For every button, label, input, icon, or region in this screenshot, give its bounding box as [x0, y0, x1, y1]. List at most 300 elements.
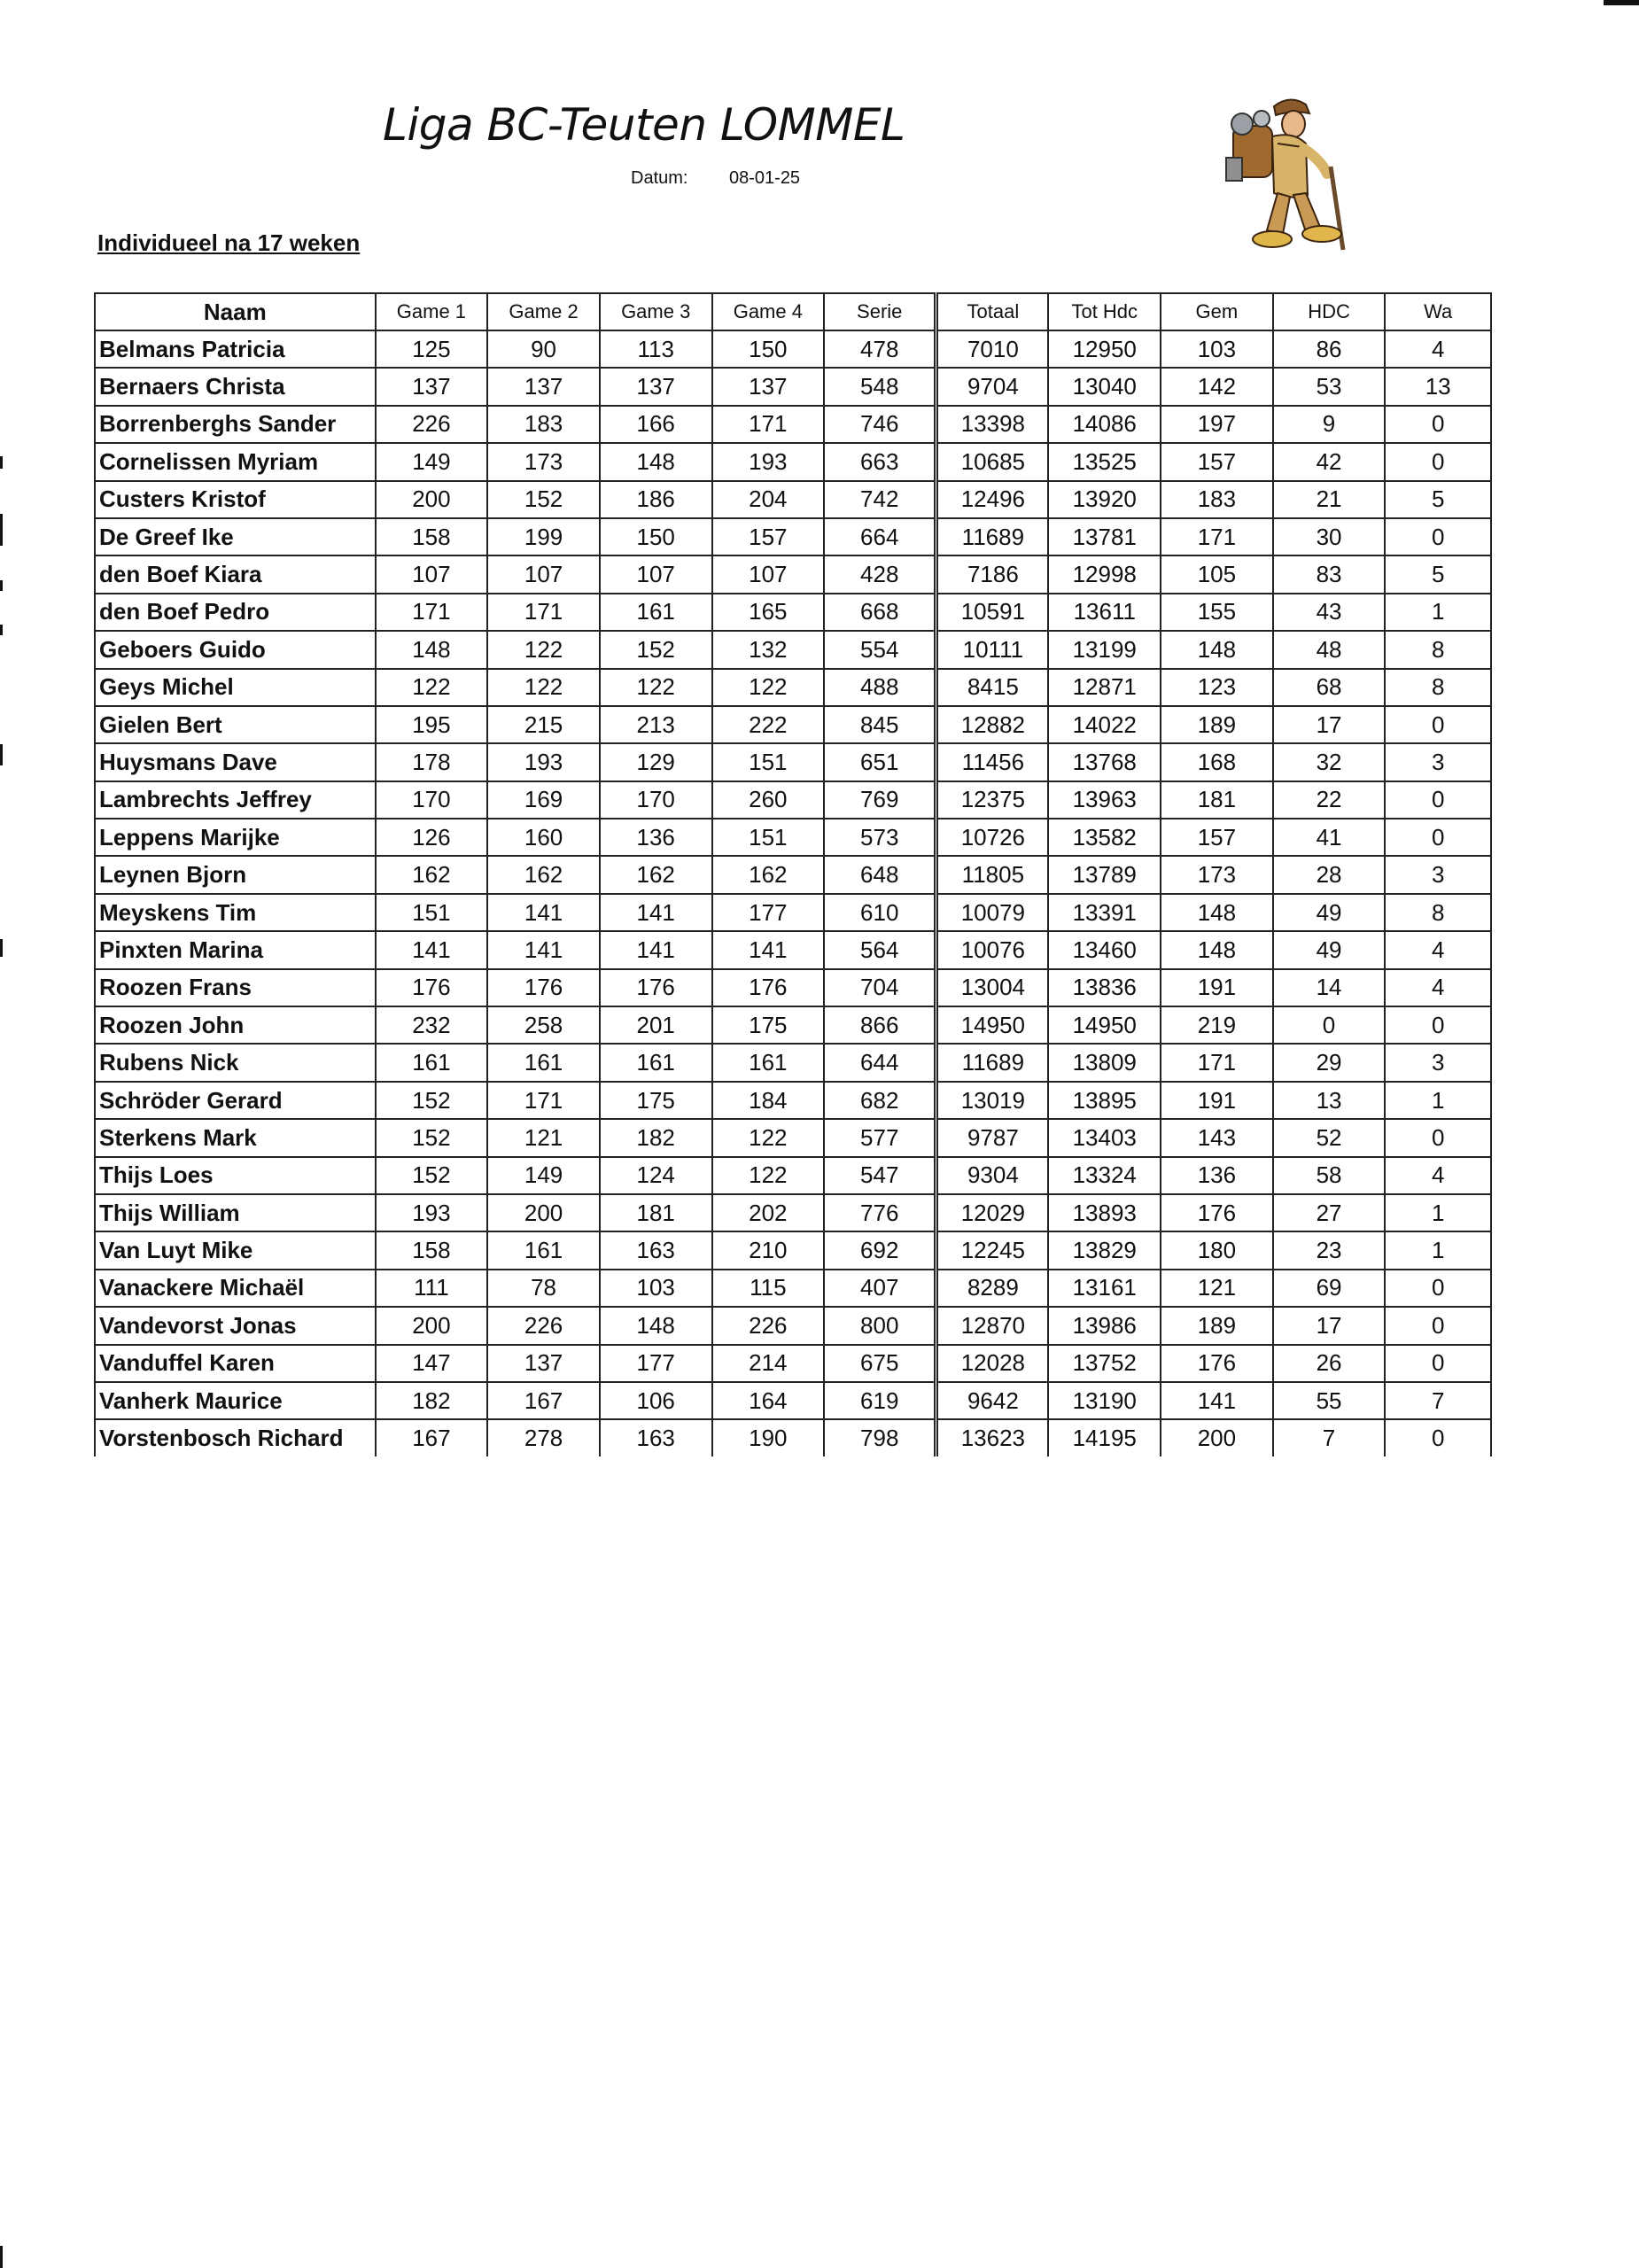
score-cell: 141	[487, 894, 600, 931]
score-cell: 149	[487, 1157, 600, 1194]
page-title: Liga BC-Teuten LOMMEL	[383, 99, 905, 151]
score-cell: 136	[600, 819, 712, 856]
score-cell: 151	[712, 819, 825, 856]
score-cell: 7	[1273, 1419, 1386, 1456]
score-cell: 193	[487, 743, 600, 781]
score-cell: 13895	[1048, 1082, 1161, 1119]
score-cell: 30	[1273, 518, 1386, 555]
player-name-cell: Vanduffel Karen	[95, 1345, 376, 1382]
score-cell: 171	[487, 1082, 600, 1119]
score-cell: 167	[376, 1419, 488, 1456]
score-cell: 200	[1161, 1419, 1273, 1456]
score-cell: 182	[600, 1119, 712, 1156]
column-header: Totaal	[936, 293, 1049, 330]
score-cell: 210	[712, 1231, 825, 1269]
score-cell: 10726	[936, 819, 1049, 856]
hiker-mascot-logo	[1198, 82, 1355, 268]
player-name-cell: Sterkens Mark	[95, 1119, 376, 1156]
score-cell: 13920	[1048, 481, 1161, 518]
score-cell: 161	[600, 1044, 712, 1081]
score-cell: 55	[1273, 1382, 1386, 1419]
score-cell: 13829	[1048, 1231, 1161, 1269]
page-subtitle: Individueel na 17 weken	[97, 229, 361, 256]
score-cell: 13	[1385, 368, 1491, 405]
score-cell: 11805	[936, 856, 1049, 893]
score-cell: 13893	[1048, 1194, 1161, 1231]
score-cell: 0	[1385, 706, 1491, 743]
score-cell: 11456	[936, 743, 1049, 781]
score-cell: 226	[376, 406, 488, 443]
score-cell: 86	[1273, 330, 1386, 368]
score-cell: 14950	[1048, 1006, 1161, 1044]
score-cell: 0	[1385, 819, 1491, 856]
score-cell: 143	[1161, 1119, 1273, 1156]
score-cell: 14	[1273, 969, 1386, 1006]
table-row	[95, 368, 1491, 405]
score-cell: 200	[376, 1307, 488, 1344]
score-cell: 90	[487, 330, 600, 368]
score-cell: 776	[824, 1194, 936, 1231]
player-name-cell: Borrenberghs Sander	[95, 406, 376, 443]
score-cell: 10685	[936, 443, 1049, 480]
player-name-cell: den Boef Pedro	[95, 594, 376, 631]
score-cell: 651	[824, 743, 936, 781]
score-cell: 183	[487, 406, 600, 443]
table-row	[95, 330, 1491, 368]
column-header: Naam	[95, 293, 376, 330]
score-cell: 644	[824, 1044, 936, 1081]
table-row	[95, 1044, 1491, 1081]
score-cell: 692	[824, 1231, 936, 1269]
score-cell: 13019	[936, 1082, 1049, 1119]
score-cell: 9787	[936, 1119, 1049, 1156]
score-cell: 742	[824, 481, 936, 518]
score-cell: 11689	[936, 1044, 1049, 1081]
score-cell: 215	[487, 706, 600, 743]
score-cell: 161	[376, 1044, 488, 1081]
score-cell: 663	[824, 443, 936, 480]
score-cell: 13190	[1048, 1382, 1161, 1419]
score-cell: 3	[1385, 856, 1491, 893]
score-cell: 1	[1385, 1194, 1491, 1231]
score-cell: 151	[712, 743, 825, 781]
table-row	[95, 1345, 1491, 1382]
score-cell: 189	[1161, 1307, 1273, 1344]
score-cell: 121	[487, 1119, 600, 1156]
score-cell: 152	[376, 1119, 488, 1156]
scan-edge-mark	[0, 2246, 3, 2268]
score-cell: 151	[376, 894, 488, 931]
score-cell: 106	[600, 1382, 712, 1419]
score-cell: 137	[376, 368, 488, 405]
score-cell: 12028	[936, 1345, 1049, 1382]
score-cell: 157	[712, 518, 825, 555]
table-row	[95, 1382, 1491, 1419]
score-cell: 107	[600, 555, 712, 593]
player-name-cell: Leppens Marijke	[95, 819, 376, 856]
table-row	[95, 743, 1491, 781]
score-cell: 428	[824, 555, 936, 593]
score-cell: 155	[1161, 594, 1273, 631]
score-cell: 4	[1385, 931, 1491, 968]
score-cell: 258	[487, 1006, 600, 1044]
score-cell: 123	[1161, 669, 1273, 706]
score-cell: 195	[376, 706, 488, 743]
score-cell: 8415	[936, 669, 1049, 706]
score-cell: 800	[824, 1307, 936, 1344]
score-cell: 148	[1161, 894, 1273, 931]
table-row	[95, 1006, 1491, 1044]
score-cell: 122	[376, 669, 488, 706]
score-cell: 148	[600, 1307, 712, 1344]
score-cell: 169	[487, 781, 600, 819]
score-cell: 168	[1161, 743, 1273, 781]
score-cell: 122	[487, 631, 600, 668]
score-cell: 141	[1161, 1382, 1273, 1419]
score-cell: 13391	[1048, 894, 1161, 931]
score-cell: 141	[600, 894, 712, 931]
score-cell: 161	[712, 1044, 825, 1081]
score-cell: 161	[487, 1044, 600, 1081]
score-cell: 126	[376, 819, 488, 856]
score-cell: 173	[487, 443, 600, 480]
score-cell: 9	[1273, 406, 1386, 443]
column-header: Game 3	[600, 293, 712, 330]
score-cell: 201	[600, 1006, 712, 1044]
score-cell: 222	[712, 706, 825, 743]
score-cell: 4	[1385, 969, 1491, 1006]
player-name-cell: Schröder Gerard	[95, 1082, 376, 1119]
score-cell: 12496	[936, 481, 1049, 518]
score-cell: 12029	[936, 1194, 1049, 1231]
table-header-row	[95, 293, 1491, 330]
score-cell: 12950	[1048, 330, 1161, 368]
scan-edge-mark	[0, 744, 3, 765]
score-cell: 176	[600, 969, 712, 1006]
score-cell: 107	[376, 555, 488, 593]
score-cell: 162	[600, 856, 712, 893]
score-cell: 5	[1385, 481, 1491, 518]
player-name-cell: Roozen John	[95, 1006, 376, 1044]
score-cell: 5	[1385, 555, 1491, 593]
score-cell: 171	[712, 406, 825, 443]
score-cell: 176	[712, 969, 825, 1006]
score-cell: 407	[824, 1270, 936, 1307]
player-name-cell: Thijs Loes	[95, 1157, 376, 1194]
score-cell: 26	[1273, 1345, 1386, 1382]
score-cell: 122	[487, 669, 600, 706]
score-cell: 13752	[1048, 1345, 1161, 1382]
score-cell: 13582	[1048, 819, 1161, 856]
scan-edge-mark	[1604, 0, 1639, 5]
score-cell: 148	[376, 631, 488, 668]
scan-edge-mark	[0, 625, 3, 635]
score-cell: 170	[376, 781, 488, 819]
score-cell: 21	[1273, 481, 1386, 518]
table-row	[95, 1231, 1491, 1269]
score-cell: 13836	[1048, 969, 1161, 1006]
score-cell: 573	[824, 819, 936, 856]
player-name-cell: Vorstenbosch Richard	[95, 1419, 376, 1456]
score-cell: 0	[1385, 781, 1491, 819]
score-cell: 164	[712, 1382, 825, 1419]
score-cell: 197	[1161, 406, 1273, 443]
score-cell: 13040	[1048, 368, 1161, 405]
score-cell: 137	[712, 368, 825, 405]
score-cell: 14086	[1048, 406, 1161, 443]
score-cell: 161	[487, 1231, 600, 1269]
score-cell: 53	[1273, 368, 1386, 405]
score-cell: 548	[824, 368, 936, 405]
score-cell: 226	[712, 1307, 825, 1344]
score-cell: 152	[487, 481, 600, 518]
score-cell: 13809	[1048, 1044, 1161, 1081]
score-cell: 13004	[936, 969, 1049, 1006]
score-cell: 4	[1385, 1157, 1491, 1194]
column-header: Serie	[824, 293, 936, 330]
score-cell: 682	[824, 1082, 936, 1119]
score-cell: 115	[712, 1270, 825, 1307]
score-cell: 13161	[1048, 1270, 1161, 1307]
score-cell: 171	[487, 594, 600, 631]
player-name-cell: Custers Kristof	[95, 481, 376, 518]
player-name-cell: Meyskens Tim	[95, 894, 376, 931]
score-cell: 28	[1273, 856, 1386, 893]
score-cell: 163	[600, 1419, 712, 1456]
column-header: HDC	[1273, 293, 1386, 330]
score-cell: 7	[1385, 1382, 1491, 1419]
score-cell: 171	[1161, 518, 1273, 555]
score-cell: 610	[824, 894, 936, 931]
score-cell: 29	[1273, 1044, 1386, 1081]
score-cell: 83	[1273, 555, 1386, 593]
score-cell: 113	[600, 330, 712, 368]
score-cell: 178	[376, 743, 488, 781]
column-header: Wa	[1385, 293, 1491, 330]
score-cell: 577	[824, 1119, 936, 1156]
score-cell: 150	[712, 330, 825, 368]
score-cell: 137	[487, 1345, 600, 1382]
score-cell: 150	[600, 518, 712, 555]
score-cell: 8	[1385, 631, 1491, 668]
score-cell: 9304	[936, 1157, 1049, 1194]
score-cell: 13398	[936, 406, 1049, 443]
score-cell: 12245	[936, 1231, 1049, 1269]
date-value: 08-01-25	[729, 168, 801, 188]
score-cell: 1	[1385, 1082, 1491, 1119]
score-cell: 142	[1161, 368, 1273, 405]
score-cell: 103	[1161, 330, 1273, 368]
score-cell: 171	[376, 594, 488, 631]
score-cell: 186	[600, 481, 712, 518]
score-cell: 0	[1385, 1270, 1491, 1307]
table-row	[95, 706, 1491, 743]
column-header: Game 2	[487, 293, 600, 330]
score-cell: 13199	[1048, 631, 1161, 668]
score-cell: 13623	[936, 1419, 1049, 1456]
score-cell: 10111	[936, 631, 1049, 668]
score-cell: 12998	[1048, 555, 1161, 593]
player-name-cell: Vanackere Michaël	[95, 1270, 376, 1307]
column-header: Game 4	[712, 293, 825, 330]
score-cell: 171	[1161, 1044, 1273, 1081]
player-name-cell: Vanherk Maurice	[95, 1382, 376, 1419]
player-name-cell: Lambrechts Jeffrey	[95, 781, 376, 819]
score-cell: 43	[1273, 594, 1386, 631]
score-cell: 124	[600, 1157, 712, 1194]
score-cell: 182	[376, 1382, 488, 1419]
score-cell: 162	[376, 856, 488, 893]
score-cell: 141	[376, 931, 488, 968]
score-cell: 183	[1161, 481, 1273, 518]
table-row	[95, 819, 1491, 856]
score-cell: 152	[600, 631, 712, 668]
table-row	[95, 481, 1491, 518]
score-cell: 214	[712, 1345, 825, 1382]
score-cell: 121	[1161, 1270, 1273, 1307]
score-cell: 3	[1385, 1044, 1491, 1081]
score-cell: 845	[824, 706, 936, 743]
score-cell: 13324	[1048, 1157, 1161, 1194]
score-cell: 49	[1273, 894, 1386, 931]
score-cell: 160	[487, 819, 600, 856]
score-cell: 162	[712, 856, 825, 893]
score-cell: 148	[600, 443, 712, 480]
table-row	[95, 1419, 1491, 1456]
table-row	[95, 1194, 1491, 1231]
score-cell: 13986	[1048, 1307, 1161, 1344]
score-cell: 68	[1273, 669, 1386, 706]
table-row	[95, 555, 1491, 593]
scan-edge-mark	[0, 580, 3, 591]
score-cell: 13611	[1048, 594, 1161, 631]
table-row	[95, 1270, 1491, 1307]
score-cell: 0	[1273, 1006, 1386, 1044]
score-cell: 158	[376, 518, 488, 555]
score-cell: 103	[600, 1270, 712, 1307]
score-cell: 769	[824, 781, 936, 819]
score-cell: 204	[712, 481, 825, 518]
score-cell: 148	[1161, 631, 1273, 668]
score-cell: 58	[1273, 1157, 1386, 1194]
score-cell: 107	[712, 555, 825, 593]
standings-table	[94, 292, 1492, 1456]
score-cell: 162	[487, 856, 600, 893]
score-cell: 141	[600, 931, 712, 968]
date-label: Datum:	[631, 168, 688, 188]
score-cell: 260	[712, 781, 825, 819]
score-cell: 163	[600, 1231, 712, 1269]
score-cell: 547	[824, 1157, 936, 1194]
score-cell: 170	[600, 781, 712, 819]
score-cell: 202	[712, 1194, 825, 1231]
score-cell: 177	[712, 894, 825, 931]
score-cell: 14950	[936, 1006, 1049, 1044]
score-cell: 122	[712, 669, 825, 706]
table-row	[95, 1119, 1491, 1156]
score-cell: 48	[1273, 631, 1386, 668]
score-cell: 564	[824, 931, 936, 968]
score-cell: 798	[824, 1419, 936, 1456]
score-cell: 23	[1273, 1231, 1386, 1269]
score-cell: 175	[712, 1006, 825, 1044]
score-cell: 488	[824, 669, 936, 706]
score-cell: 704	[824, 969, 936, 1006]
score-cell: 9704	[936, 368, 1049, 405]
score-cell: 668	[824, 594, 936, 631]
score-cell: 141	[487, 931, 600, 968]
score-cell: 176	[1161, 1345, 1273, 1382]
score-cell: 41	[1273, 819, 1386, 856]
score-cell: 191	[1161, 1082, 1273, 1119]
score-cell: 0	[1385, 406, 1491, 443]
table-row	[95, 631, 1491, 668]
table-row	[95, 894, 1491, 931]
score-cell: 13963	[1048, 781, 1161, 819]
score-cell: 0	[1385, 1119, 1491, 1156]
score-cell: 478	[824, 330, 936, 368]
table-row	[95, 856, 1491, 893]
score-cell: 7010	[936, 330, 1049, 368]
score-cell: 129	[600, 743, 712, 781]
score-cell: 176	[376, 969, 488, 1006]
score-cell: 49	[1273, 931, 1386, 968]
player-name-cell: De Greef Ike	[95, 518, 376, 555]
score-cell: 111	[376, 1270, 488, 1307]
player-name-cell: Rubens Nick	[95, 1044, 376, 1081]
table-row	[95, 443, 1491, 480]
score-cell: 132	[712, 631, 825, 668]
score-cell: 12375	[936, 781, 1049, 819]
scan-edge-mark	[0, 514, 3, 546]
table-row	[95, 406, 1491, 443]
player-name-cell: Belmans Patricia	[95, 330, 376, 368]
score-cell: 8	[1385, 894, 1491, 931]
score-cell: 0	[1385, 1006, 1491, 1044]
score-cell: 148	[1161, 931, 1273, 968]
score-cell: 167	[487, 1382, 600, 1419]
score-cell: 10079	[936, 894, 1049, 931]
score-cell: 17	[1273, 706, 1386, 743]
score-cell: 191	[1161, 969, 1273, 1006]
score-cell: 52	[1273, 1119, 1386, 1156]
score-cell: 78	[487, 1270, 600, 1307]
table-row	[95, 518, 1491, 555]
score-cell: 177	[600, 1345, 712, 1382]
score-cell: 175	[600, 1082, 712, 1119]
score-cell: 13781	[1048, 518, 1161, 555]
score-cell: 176	[487, 969, 600, 1006]
score-cell: 13	[1273, 1082, 1386, 1119]
table-row	[95, 1157, 1491, 1194]
player-name-cell: Huysmans Dave	[95, 743, 376, 781]
score-cell: 648	[824, 856, 936, 893]
score-cell: 4	[1385, 330, 1491, 368]
score-cell: 664	[824, 518, 936, 555]
score-cell: 9642	[936, 1382, 1049, 1419]
score-cell: 176	[1161, 1194, 1273, 1231]
score-cell: 105	[1161, 555, 1273, 593]
score-cell: 152	[376, 1157, 488, 1194]
score-cell: 125	[376, 330, 488, 368]
score-cell: 158	[376, 1231, 488, 1269]
score-cell: 122	[712, 1157, 825, 1194]
score-cell: 0	[1385, 1307, 1491, 1344]
player-name-cell: Bernaers Christa	[95, 368, 376, 405]
score-cell: 232	[376, 1006, 488, 1044]
score-cell: 137	[600, 368, 712, 405]
score-cell: 193	[712, 443, 825, 480]
